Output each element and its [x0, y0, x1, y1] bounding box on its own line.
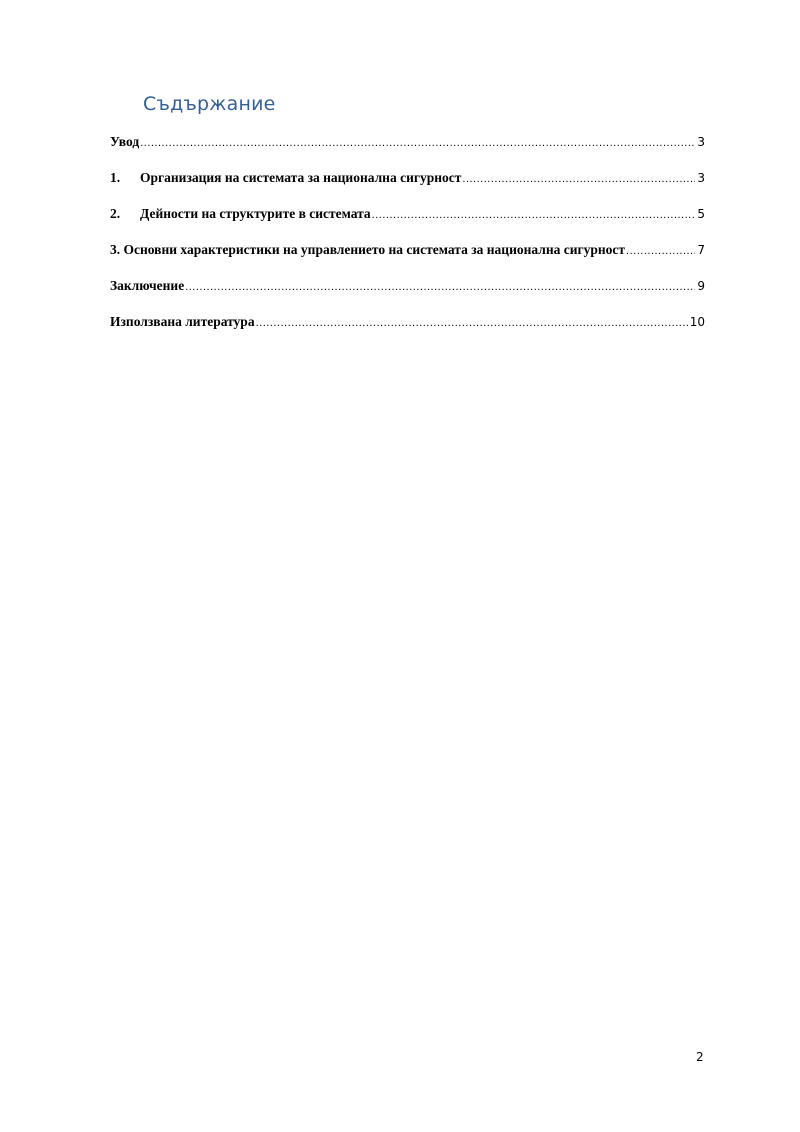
toc-entry-page: 5	[697, 207, 705, 221]
toc-entry-title: 3. Основни характеристики на управлението на системата за национална сигурност	[110, 242, 626, 257]
toc-entry-title: Заключение	[110, 278, 185, 293]
toc-dot-leader	[256, 317, 688, 329]
toc-entry-title: Организация на системата за национална сигурност	[140, 170, 462, 185]
toc-dot-leader	[462, 173, 695, 185]
toc-entry-references[interactable]	[110, 314, 705, 334]
toc-dot-leader	[372, 209, 696, 221]
toc-entry-title: Използвана литература	[110, 314, 255, 329]
toc-entry-page: 7	[697, 243, 705, 257]
toc-dot-leader	[140, 137, 695, 149]
page-number: 2	[696, 1050, 704, 1064]
toc-entry-page: 10	[689, 315, 705, 329]
toc-entry-page: 9	[697, 279, 705, 293]
toc-entry-conclusion[interactable]	[110, 278, 705, 298]
toc-entry-page: 3	[697, 171, 705, 185]
toc-entry-page: 3	[697, 135, 705, 149]
toc-entry-number: 1.	[110, 170, 121, 185]
toc-entry-number: 2.	[110, 206, 121, 221]
toc-entry-title: Дейности на структурите в системата	[140, 206, 371, 221]
toc-entry-activities[interactable]	[110, 206, 705, 226]
toc-heading: Съдържание	[143, 93, 276, 115]
toc-entry-intro[interactable]	[110, 134, 705, 154]
toc-entry-management[interactable]	[110, 242, 705, 262]
toc-dot-leader	[185, 281, 695, 293]
toc-entry-organization[interactable]	[110, 170, 705, 190]
toc-entry-title: Увод	[110, 134, 140, 149]
toc-dot-leader	[626, 245, 695, 257]
